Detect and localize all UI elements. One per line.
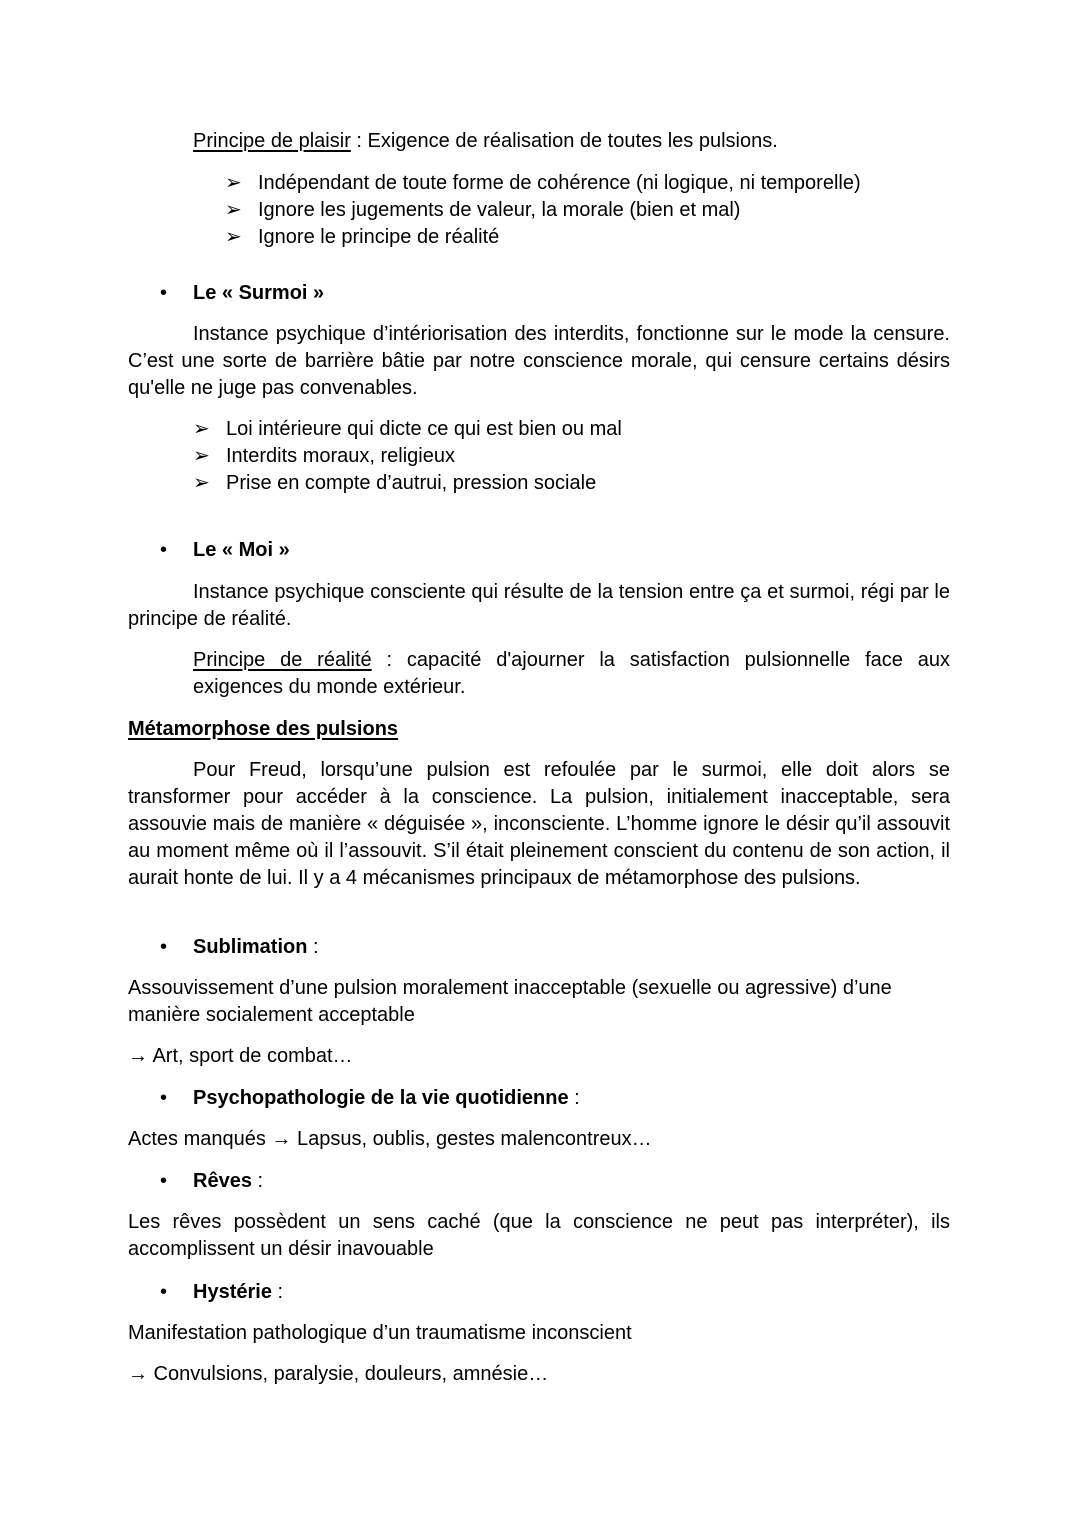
realite-def: : capacité d'ajourner la satisfaction pulsionnelle face aux exigences du monde extérieur.: [193, 649, 951, 698]
plaisir-list: [225, 170, 965, 251]
reves-label: Rêves: [193, 1170, 252, 1192]
realite-definition: [193, 647, 950, 701]
bullet-icon: •: [160, 539, 168, 561]
bullet-icon: •: [160, 282, 168, 304]
moi-heading-text: Le « Moi »: [193, 539, 290, 561]
surmoi-heading-text: Le « Surmoi »: [193, 282, 325, 304]
surmoi-text: Instance psychique d’intériorisation des interdits, fonctionne sur le mode la censure. C’est une sorte de barrière bâtie par notre conscience morale, qui censure certains désirs qu'elle ne juge pas convenables.: [128, 323, 950, 399]
arrow-bullet-icon: ➢: [225, 172, 242, 194]
psychopathologie-text: Actes manqués → Lapsus, oublis, gestes malencontreux…: [128, 1128, 652, 1150]
hysterie-example: → Convulsions, paralysie, douleurs, amnésie…: [128, 1363, 549, 1385]
metamorphose-intro: Pour Freud, lorsqu’une pulsion est refoulée par le surmoi, elle doit alors se transformer pour accéder à la conscience. La pulsion, initialement inacceptable, sera assouvie mais de manière « déguisée », inconsciente. L’homme ignore le désir qu’il assouvit au moment même où il l’assouvit. S’il était pleinement conscient du contenu de son action, il aurait honte de lui. Il y a 4 mécanismes principaux de métamorphose des pulsions.: [128, 759, 950, 889]
plaisir-def: : Exigence de réalisation de toutes les pulsions.: [350, 130, 778, 152]
hysterie-label: Hystérie: [193, 1281, 272, 1303]
list-item: ➢ Loi intérieure qui dicte ce qui est bien ou mal: [193, 416, 933, 443]
small-bullet-icon: •: [160, 936, 168, 958]
small-bullet-icon: •: [160, 1170, 168, 1192]
list-item: ➢ Ignore le principe de réalité: [225, 224, 965, 251]
hysterie-text: Manifestation pathologique d’un traumatisme inconscient: [128, 1322, 632, 1344]
arrow-bullet-icon: ➢: [193, 472, 210, 494]
realite-term: Principe de réalité: [193, 649, 372, 671]
small-bullet-icon: •: [160, 1281, 168, 1303]
moi-text: Instance psychique consciente qui résulte de la tension entre ça et surmoi, régi par le principe de réalité.: [128, 581, 950, 630]
arrow-bullet-icon: ➢: [193, 445, 210, 467]
plaisir-term: Principe de plaisir: [193, 130, 351, 152]
section-title: Métamorphose des pulsions: [128, 718, 399, 740]
surmoi-list: [193, 416, 933, 497]
psychopathologie-label: Psychopathologie de la vie quotidienne: [193, 1087, 569, 1109]
sublimation-label: Sublimation: [193, 936, 308, 958]
sublimation-example: → Art, sport de combat…: [128, 1045, 353, 1067]
list-item: ➢ Prise en compte d’autrui, pression sociale: [193, 470, 933, 497]
arrow-bullet-icon: ➢: [225, 226, 242, 248]
reves-text: Les rêves possèdent un sens caché (que la conscience ne peut pas interpréter), ils accomplissent un désir inavouable: [128, 1211, 950, 1260]
arrow-bullet-icon: ➢: [193, 418, 210, 440]
arrow-bullet-icon: ➢: [225, 199, 242, 221]
sublimation-text: Assouvissement d’une pulsion moralement inacceptable (sexuelle ou agressive) d’une manière socialement acceptable: [128, 977, 892, 1026]
document-page: Principe de plaisir : Exigence de réalisation de toutes les pulsions. ➢ Indépendant de toute forme de cohérence (ni logique, ni temporelle) ➢ Ignore les jugements de valeur, la morale (bien et mal) ➢ Ignore le principe de réalité • Le « Surmoi » Instance psychique d’intériorisation des interdits, fonctionne sur le mode la censure. C’est une sorte de barrière bâtie par notre conscience morale, qui censure certains désirs qu'elle ne juge pas convenables. ➢ Loi intérieure qui dicte ce qui est bien ou mal ➢ Interdits moraux, religieux ➢ Prise en compte d’autrui, pression sociale • Le « Moi » Instance psychique consciente qui résulte de la tension entre ça et surmoi, régi par le principe de réalité. Principe de réalité : capacité d'ajourner la satisfaction pulsionnelle face aux exigences du monde extérieur. Métamorphose des pulsions Pour Freud, lorsqu’une pulsion est refoulée par le surmoi, elle doit alors se transformer pour accéder à la conscience. La pulsion, initialement inacceptable, sera assouvie mais de manière « déguisée », inconsciente. L’homme ignore le désir qu’il assouvit au moment même où il l’assouvit. S’il était pleinement conscient du contenu de son action, il aurait honte de lui. Il y a 4 mécanismes principaux de métamorphose des pulsions. • Sublimation : Assouvissement d’une pulsion moralement inacceptable (sexuelle ou agressive) d’une manière socialement acceptable → Art, sport de combat… • Psychopathologie de la vie quotidienne : Actes manqués → Lapsus, oublis, gestes malencontreux… • Rêves : Les rêves possèdent un sens caché (que la conscience ne peut pas interpréter), ils accomplissent un désir inavouable • Hystérie : Manifestation pathologique d’un traumatisme inconscient → Convulsions, paralysie, douleurs, amnésie…: [0, 0, 1080, 1527]
small-bullet-icon: •: [160, 1087, 168, 1109]
plaisir-definition: [193, 128, 950, 155]
list-item: ➢ Ignore les jugements de valeur, la morale (bien et mal): [225, 197, 965, 224]
list-item: ➢ Interdits moraux, religieux: [193, 443, 933, 470]
list-item: ➢ Indépendant de toute forme de cohérence (ni logique, ni temporelle): [225, 170, 965, 197]
